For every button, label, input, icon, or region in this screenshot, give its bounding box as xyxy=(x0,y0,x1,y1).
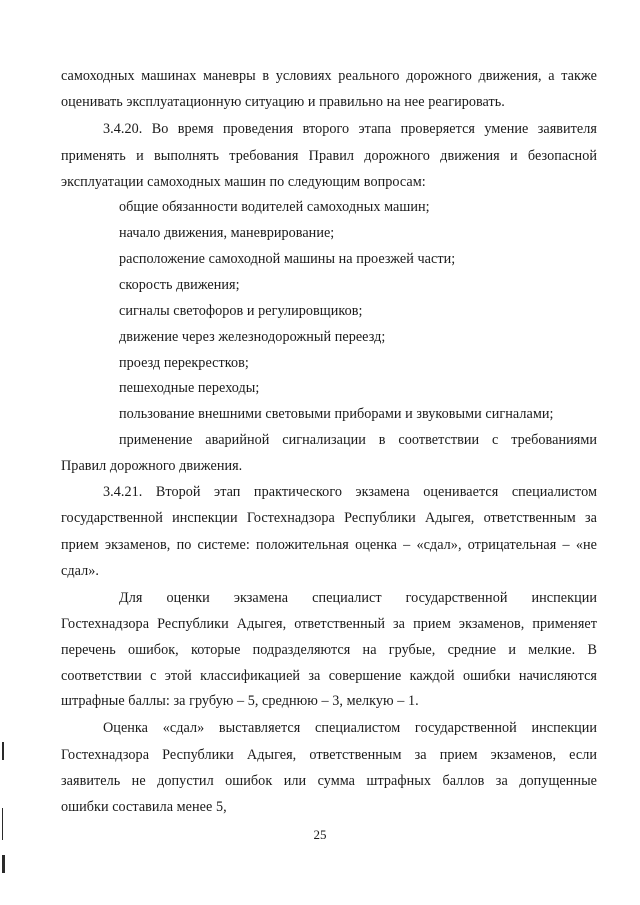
page-number: 25 xyxy=(313,827,327,842)
paragraph-start: Для оценки экзамена специалист государственной инспекции xyxy=(119,590,597,606)
text-line: Правил дорожного движения. xyxy=(61,458,243,474)
paragraph-start: Оценка «сдал» выставляется специалистом государственной инспекции xyxy=(103,720,597,736)
text-line: перечень ошибок, которые подразделяются на грубые, средние и мелкие. В xyxy=(61,642,597,658)
text-line: самоходных машинах маневры в условиях реального дорожного движения, а также xyxy=(61,68,597,84)
list-item: пользование внешними световыми приборами и звуковыми сигналами; xyxy=(119,406,554,422)
list-item: скорость движения; xyxy=(119,277,240,293)
paragraph-3-4-20-start: 3.4.20. Во время проведения второго этапа проверяется умение заявителя xyxy=(103,121,597,137)
scan-artifact-mark xyxy=(2,855,5,873)
list-item: начало движения, маневрирование; xyxy=(119,225,335,241)
text-line: соответствии с этой классификацией за совершение каждой ошибки начисляются xyxy=(61,668,597,684)
list-item: пешеходные переходы; xyxy=(119,380,260,396)
list-item: движение через железнодорожный переезд; xyxy=(119,329,386,345)
paragraph-3-4-21-start: 3.4.21. Второй этап практического экзамена оценивается специалистом xyxy=(103,484,597,500)
scan-artifact-mark xyxy=(2,808,3,840)
text-line: сдал». xyxy=(61,563,99,579)
text-line: заявитель не допустил ошибок или сумма штрафных баллов за допущенные xyxy=(61,773,597,789)
scan-artifact-mark xyxy=(2,742,4,760)
text-line: Гостехнадзора Республики Адыгея, ответственным за прием экзаменов, если xyxy=(61,747,597,763)
text-line: эксплуатации самоходных машин по следующим вопросам: xyxy=(61,174,426,190)
list-item: применение аварийной сигнализации в соответствии с требованиями xyxy=(119,432,597,448)
list-item: сигналы светофоров и регулировщиков; xyxy=(119,303,363,319)
list-item: проезд перекрестков; xyxy=(119,355,249,371)
text-line: Гостехнадзора Республики Адыгея, ответственный за прием экзаменов, применяет xyxy=(61,616,597,632)
text-line: ошибки составила менее 5, xyxy=(61,799,227,815)
text-line: государственной инспекции Гостехнадзора Республики Адыгея, ответственным за xyxy=(61,510,597,526)
text-line: применять и выполнять требования Правил дорожного движения и безопасной xyxy=(61,148,597,164)
text-line: прием экзаменов, по системе: положительная оценка – «сдал», отрицательная – «не xyxy=(61,537,597,553)
text-line: оценивать эксплуатационную ситуацию и правильно на нее реагировать. xyxy=(61,94,505,110)
text-line: штрафные баллы: за грубую – 5, среднюю – 3, мелкую – 1. xyxy=(61,693,419,709)
list-item: расположение самоходной машины на проезжей части; xyxy=(119,251,456,267)
list-item: общие обязанности водителей самоходных машин; xyxy=(119,199,430,215)
